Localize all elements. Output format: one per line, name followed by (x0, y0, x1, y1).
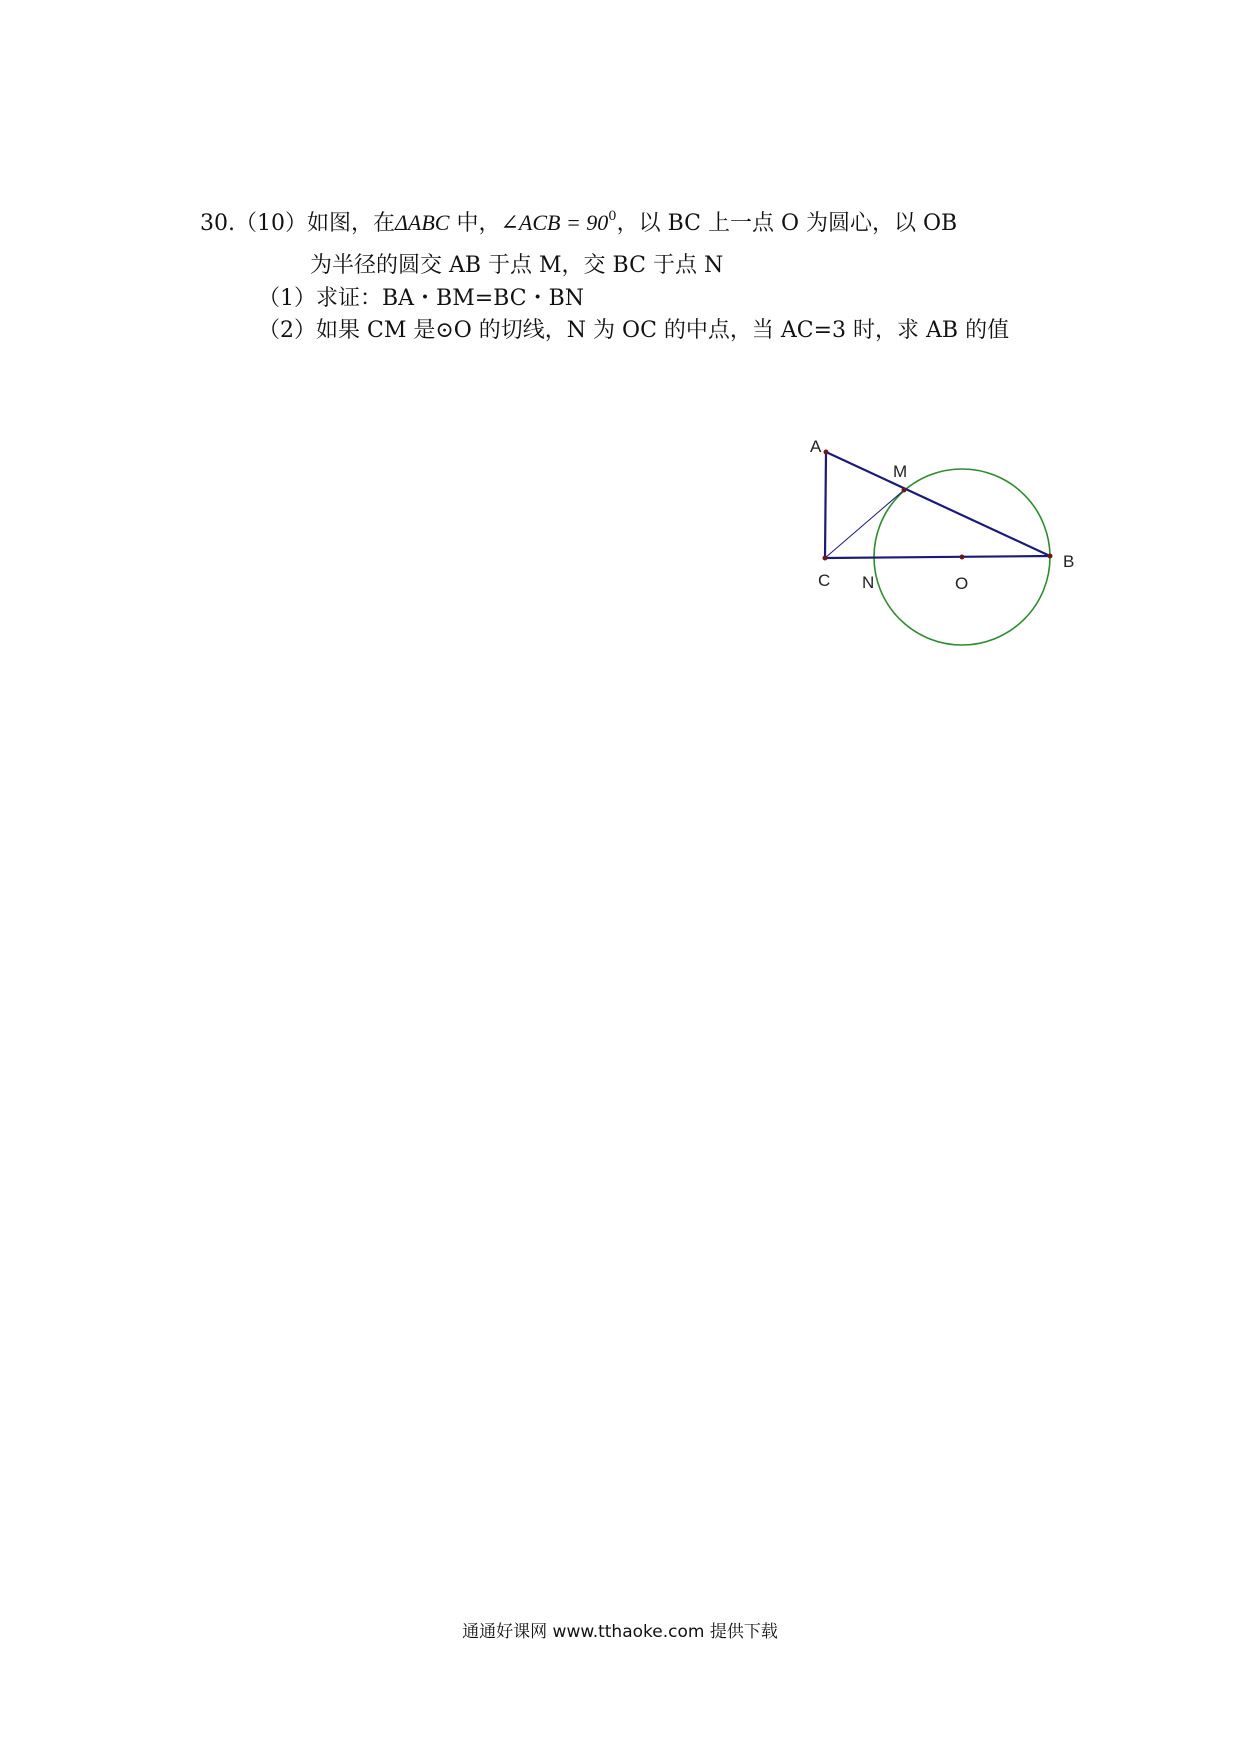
sub-question-2: （2）如果 CM 是⊙O 的切线，N 为 OC 的中点，当 AC=3 时，求 AB 的值 (258, 318, 1010, 343)
label-m: M (893, 462, 908, 481)
question-line-2: 为半径的圆交 AB 于点 M，交 BC 于点 N (310, 253, 724, 278)
degree-superscript: 0 (608, 209, 617, 224)
segment-cb (825, 556, 1050, 558)
label-c: C (818, 571, 831, 590)
label-o: O (955, 574, 969, 593)
label-b: B (1063, 552, 1075, 571)
question-after-angle: ，以 BC 上一点 O 为圆心，以 OB (616, 211, 958, 236)
geometry-figure (790, 425, 1080, 655)
label-n: N (862, 573, 875, 592)
segment-ab (826, 452, 1050, 556)
point-a (824, 450, 829, 455)
question-number-prefix: 30.（10）如图，在 (200, 211, 395, 236)
point-c (823, 556, 828, 561)
segment-cm (825, 490, 904, 558)
question-title-line (200, 202, 957, 239)
point-m (902, 488, 907, 493)
triangle-symbol: ΔABC (394, 210, 450, 235)
label-a: A (810, 437, 822, 456)
question-mid-text: 中， (449, 211, 501, 236)
point-b (1048, 554, 1053, 559)
segment-ac (825, 452, 826, 558)
page-footer: 通通好课网 www.tthaoke.com 提供下载 (462, 1622, 778, 1642)
angle-expression: ∠ACB = 90 (500, 210, 609, 235)
point-o (960, 555, 965, 560)
sub-question-1: （1）求证：BA・BM=BC・BN (258, 286, 585, 311)
